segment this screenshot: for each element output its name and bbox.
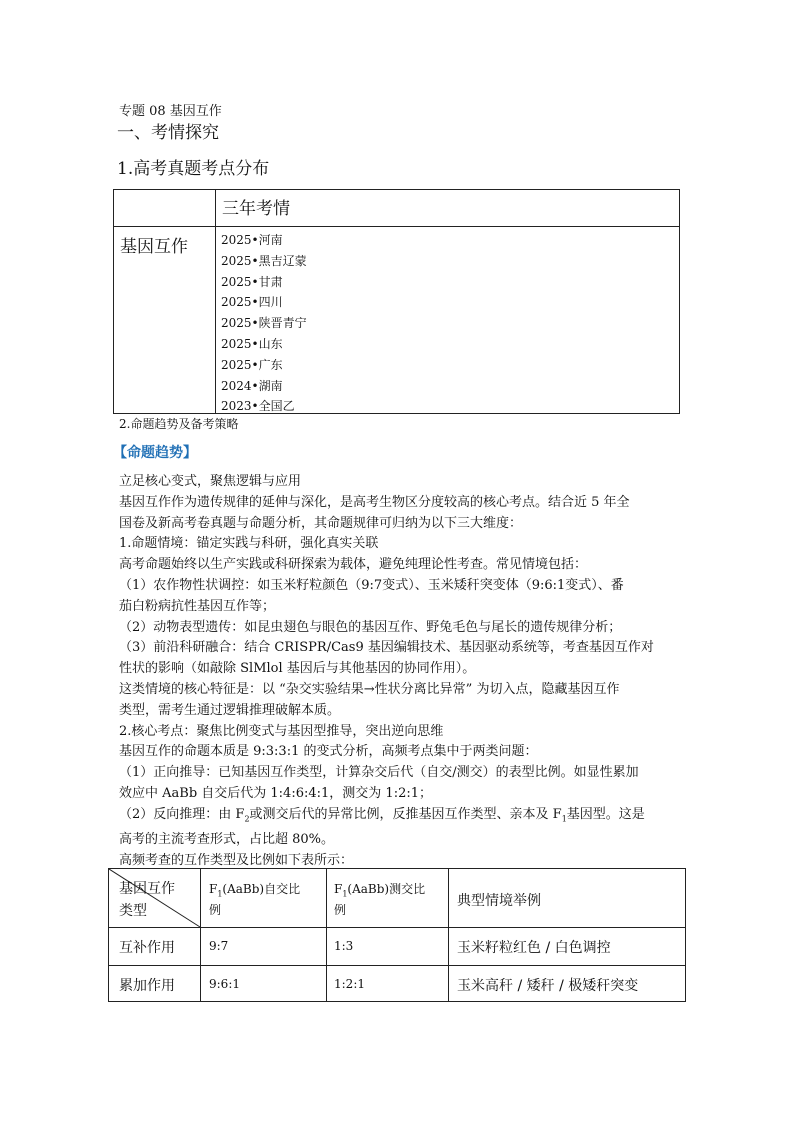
subscript: 1 [217, 889, 223, 899]
text-line: （2）动物表型遗传：如昆虫翅色与眼色的基因互作、野兔毛色与尾长的遗传规律分析； [119, 619, 622, 635]
subscript: 2 [244, 814, 250, 824]
text-fragment: (AaBb)测交比 [347, 882, 426, 896]
exam-list [221, 230, 307, 417]
list-item: 2024•湖南 [221, 378, 283, 393]
text-line [119, 805, 685, 830]
exam-distribution-table [113, 189, 680, 414]
text-line: 基因互作作为遗传规律的延伸与深化，是高考生物区分度较高的核心考点。结合近 5 年全 [119, 494, 630, 510]
corner-header-bottom: 类型 [119, 903, 147, 919]
column-header-test [334, 880, 425, 898]
text-line: 效应中 AaBb 自交后代为 1:4:6:4:1，测交为 1:2:1； [119, 785, 432, 801]
table-row-label: 基因互作 [120, 237, 188, 257]
table-cell-self: 9:6:1 [209, 977, 240, 991]
list-item: 2025•广东 [221, 357, 283, 372]
list-item: 2025•四川 [221, 295, 283, 310]
body-text [119, 472, 685, 872]
interaction-ratio-table [108, 868, 686, 1002]
column-header-example: 典型情境举例 [457, 893, 541, 909]
text-line: 性状的影响（如敲除 SlMlol 基因后与其他基因的协同作用）。 [119, 661, 476, 677]
text-fragment: （2）反向推理：由 F [119, 806, 245, 822]
table-cell-type: 互补作用 [119, 940, 175, 956]
column-header-test-cont: 例 [334, 903, 347, 917]
table-cell-example: 玉米籽粒红色 / 白色调控 [457, 940, 611, 956]
text-line: （3）前沿科研融合：结合 CRISPR/Cas9 基因编辑技术、基因驱动系统等，考查基因互作对 [119, 640, 654, 656]
column-header-self [209, 880, 300, 898]
table-divider [109, 965, 685, 966]
text-line: 国卷及新高考卷真题与命题分析，其命题规律可归纳为以下三大维度： [119, 515, 523, 531]
subscript: 1 [342, 889, 348, 899]
topic-title: 专题 08 基因互作 [119, 104, 222, 119]
table-header: 三年考情 [222, 199, 290, 219]
text-fragment: F [209, 882, 218, 896]
text-fragment: F [334, 882, 343, 896]
text-line: 类型，需考生通过逻辑推理破解本质。 [119, 702, 341, 718]
column-header-self-cont: 例 [209, 903, 222, 917]
section-heading-1-1: 1.高考真题考点分布 [117, 159, 270, 179]
table-cell-test: 1:3 [334, 939, 354, 953]
text-line: 高考的主流考查形式，占比超 80%。 [119, 832, 335, 848]
text-line: 高频考查的互作类型及比例如下表所示： [119, 852, 354, 868]
text-line: 茄白粉病抗性基因互作等； [119, 598, 276, 614]
text-fragment: (AaBb)自交比 [222, 882, 301, 896]
table-divider [114, 226, 679, 227]
list-item: 2025•甘肃 [221, 274, 283, 289]
corner-header-top: 基因互作 [119, 881, 175, 897]
text-line: 1.命题情境：锚定实践与科研，强化真实关联 [119, 536, 379, 552]
list-item: 2025•河南 [221, 233, 283, 247]
list-item: 2025•陕晋青宁 [221, 316, 307, 331]
table-divider [215, 190, 216, 413]
text-line: （1）农作物性状调控：如玉米籽粒颜色（9:7变式）、玉米矮秆突变体（9:6:1变式）、番 [119, 577, 624, 593]
table-cell-type: 累加作用 [119, 978, 175, 994]
text-line: （1）正向推导：已知基因互作类型，计算杂交后代（自交/测交）的表型比例。如显性累加 [119, 765, 639, 781]
text-line: 立足核心变式，聚焦逻辑与应用 [119, 474, 302, 489]
text-fragment: 基因型。这是 [566, 806, 645, 822]
section-heading-1: 一、考情探究 [117, 123, 219, 143]
table-cell-self: 9:7 [209, 939, 229, 953]
table-divider [448, 869, 449, 1001]
text-line: 2.核心考点：聚焦比例变式与基因型推导，突出逆向思维 [119, 723, 444, 739]
table-cell-example: 玉米高秆 / 矮秆 / 极矮秆突变 [457, 978, 639, 994]
list-item: 2023•全国乙 [221, 399, 295, 414]
section-heading-1-2: 2.命题趋势及备考策略 [119, 417, 239, 431]
text-line: 这类情境的核心特征是：以 “杂交实验结果→性状分离比异常” 为切入点，隐藏基因互作 [119, 681, 620, 697]
trend-tag: 【命题趋势】 [113, 445, 197, 461]
table-divider [326, 869, 327, 1001]
table-cell-test: 1:2:1 [334, 977, 365, 991]
subscript: 1 [561, 814, 567, 824]
list-item: 2025•黑吉辽蒙 [221, 253, 307, 268]
text-fragment: 或测交后代的异常比例，反推基因互作类型、亲本及 F [249, 806, 562, 822]
text-line: 高考命题始终以生产实践或科研探索为载体，避免纯理论性考查。常见情境包括： [119, 557, 588, 573]
list-item: 2025•山东 [221, 336, 283, 351]
text-line: 基因互作的命题本质是 9:3:3:1 的变式分析，高频考点集中于两类问题： [119, 744, 538, 760]
